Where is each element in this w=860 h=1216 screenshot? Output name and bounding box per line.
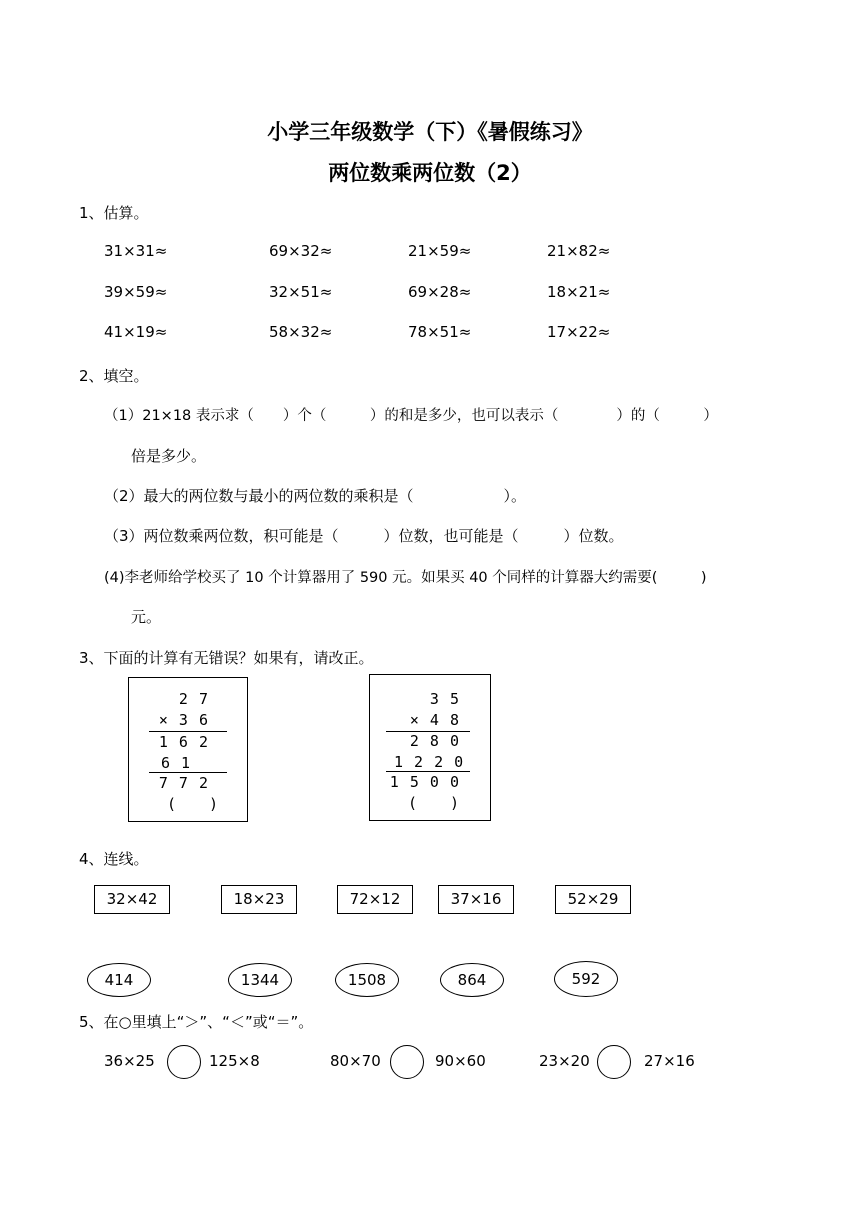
calc-a-rule bbox=[149, 772, 227, 773]
calc-a-product: 7 7 2 bbox=[158, 774, 209, 792]
compare-left: 36×25 bbox=[104, 1052, 155, 1070]
worksheet-subtitle: 两位数乘两位数（2） bbox=[328, 161, 532, 185]
estimate-item: 17×22≈ bbox=[547, 323, 611, 341]
estimate-item: 31×31≈ bbox=[104, 242, 168, 260]
q1-heading: 1、估算。 bbox=[79, 204, 149, 222]
estimate-item: 78×51≈ bbox=[408, 323, 472, 341]
vertical-calc-a bbox=[128, 677, 248, 822]
estimate-item: 69×28≈ bbox=[408, 283, 472, 301]
calc-b-partial-2: 1 2 2 0 bbox=[394, 753, 465, 771]
result-oval[interactable]: 1508 bbox=[335, 963, 399, 997]
q4-heading: 4、连线。 bbox=[79, 850, 149, 868]
vertical-calc-b bbox=[369, 674, 491, 821]
calc-b-answer-blank: ( ) bbox=[408, 794, 461, 812]
compare-right: 27×16 bbox=[644, 1052, 695, 1070]
estimate-item: 21×82≈ bbox=[547, 242, 611, 260]
expression-box[interactable]: 72×12 bbox=[337, 885, 413, 914]
result-oval[interactable]: 414 bbox=[87, 963, 151, 997]
q3-heading: 3、下面的计算有无错误？如果有，请改正。 bbox=[79, 649, 374, 667]
calc-a-multiplicand: 2 7 bbox=[178, 690, 209, 708]
q2-item4-line2: 元。 bbox=[131, 608, 162, 626]
estimate-item: 58×32≈ bbox=[269, 323, 333, 341]
result-oval[interactable]: 1344 bbox=[228, 963, 292, 997]
compare-right: 90×60 bbox=[435, 1052, 486, 1070]
expression-box[interactable]: 18×23 bbox=[221, 885, 297, 914]
q2-item1-line2: 倍是多少。 bbox=[131, 447, 207, 465]
worksheet-title: 小学三年级数学（下）《暑假练习》 bbox=[267, 120, 593, 144]
compare-circle[interactable] bbox=[597, 1045, 631, 1079]
q2-item4-line1: (4)李老师给学校买了 10 个计算器用了 590 元。如果买 40 个同样的计算器大约需要( ) bbox=[104, 570, 707, 586]
calc-a-partial-1: 1 6 2 bbox=[158, 733, 209, 751]
calc-a-multiplier: × 3 6 bbox=[158, 711, 209, 729]
calc-b-rule bbox=[386, 771, 470, 772]
estimate-item: 41×19≈ bbox=[104, 323, 168, 341]
expression-box[interactable]: 37×16 bbox=[438, 885, 514, 914]
result-oval[interactable]: 864 bbox=[440, 963, 504, 997]
calc-a-rule bbox=[149, 731, 227, 732]
q2-item2: （2）最大的两位数与最小的两位数的乘积是（ ）。 bbox=[104, 487, 527, 505]
compare-right: 125×8 bbox=[209, 1052, 260, 1070]
calc-a-answer-blank: ( ) bbox=[167, 795, 220, 813]
compare-circle[interactable] bbox=[390, 1045, 424, 1079]
q2-item3: （3）两位数乘两位数，积可能是（ ）位数，也可能是（ ）位数。 bbox=[104, 527, 624, 545]
estimate-item: 18×21≈ bbox=[547, 283, 611, 301]
q5-heading: 5、在○里填上“＞”、“＜”或“＝”。 bbox=[79, 1013, 314, 1031]
estimate-item: 69×32≈ bbox=[269, 242, 333, 260]
calc-a-partial-2: 6 1 bbox=[161, 754, 192, 772]
estimate-item: 21×59≈ bbox=[408, 242, 472, 260]
compare-circle[interactable] bbox=[167, 1045, 201, 1079]
estimate-item: 39×59≈ bbox=[104, 283, 168, 301]
q2-item1-line1: （1）21×18 表示求（ ）个（ ）的和是多少，也可以表示（ ）的（ ） bbox=[104, 408, 718, 424]
compare-left: 23×20 bbox=[539, 1052, 590, 1070]
calc-b-partial-1: 2 8 0 bbox=[409, 732, 460, 750]
q2-heading: 2、填空。 bbox=[79, 367, 149, 385]
calc-b-multiplier: × 4 8 bbox=[409, 711, 460, 729]
result-oval[interactable]: 592 bbox=[554, 961, 618, 997]
compare-left: 80×70 bbox=[330, 1052, 381, 1070]
estimate-item: 32×51≈ bbox=[269, 283, 333, 301]
calc-b-product: 1 5 0 0 bbox=[389, 773, 460, 791]
expression-box[interactable]: 32×42 bbox=[94, 885, 170, 914]
calc-b-multiplicand: 3 5 bbox=[429, 690, 460, 708]
expression-box[interactable]: 52×29 bbox=[555, 885, 631, 914]
